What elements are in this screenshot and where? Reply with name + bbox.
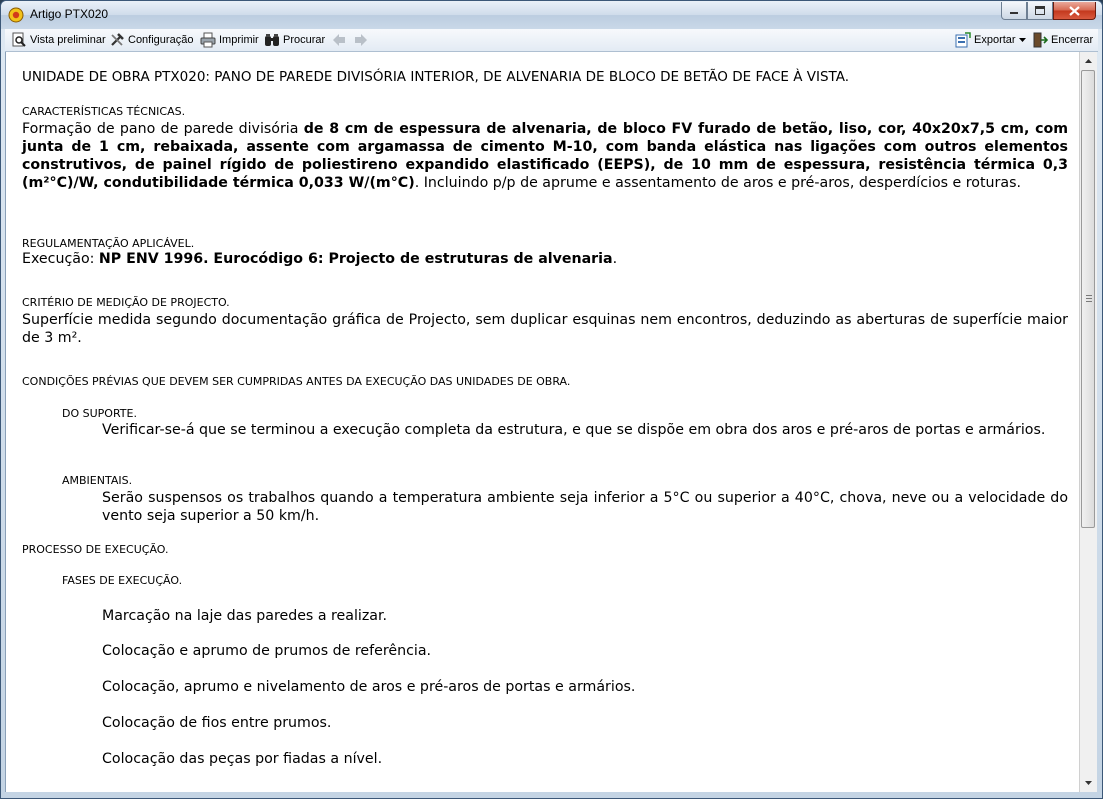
tech-text-1: Formação de pano de parede divisória (22, 121, 304, 137)
minimize-button[interactable] (1001, 2, 1027, 20)
list-item: Colocação das peças por fiadas a nível. (102, 751, 383, 767)
arrow-right-icon (353, 32, 369, 48)
subheading-ambient: AMBIENTAIS. (62, 474, 133, 487)
print-preview-icon (11, 32, 27, 48)
toolbar (5, 29, 1098, 52)
binoculars-icon (264, 32, 280, 48)
app-icon (8, 7, 24, 23)
tech-text-2: . Incluindo p/p de aprume e assentamento de aros e pré-aros, desperdícios e roturas. (414, 175, 1021, 191)
scroll-up-button[interactable] (1080, 52, 1097, 69)
forward-button[interactable] (353, 31, 369, 49)
ambient-paragraph: Serão suspensos os trabalhos quando a temperatura ambiente seja inferior a 5°C ou superior a 40°C, chova, neve ou a velocidade do vento seja superior a 50 km/h. (102, 490, 1068, 524)
list-item: Colocação e aprumo de prumos de referência. (102, 643, 432, 659)
printer-icon (200, 32, 216, 48)
close-icon (1069, 6, 1080, 16)
preview-button[interactable] (11, 31, 106, 49)
list-item: Colocação de fios entre prumos. (102, 715, 332, 731)
support-paragraph: Verificar-se-á que se terminou a execução completa da estrutura, e que se dispõe em obra dos aros e pré-aros de portas e armários. (102, 422, 1046, 438)
arrow-down-icon (1085, 781, 1092, 785)
print-button[interactable] (200, 31, 259, 49)
export-icon (955, 32, 971, 48)
export-button[interactable] (955, 31, 1026, 49)
tech-paragraph (22, 120, 1068, 192)
arrow-up-icon (1085, 59, 1092, 63)
close-window-button[interactable] (1053, 2, 1096, 20)
close-report-button[interactable] (1032, 31, 1093, 49)
reg-text-1: Execução: (22, 251, 99, 267)
arrow-left-icon (331, 32, 347, 48)
list-item: Colocação, aprumo e nivelamento de aros e pré-aros de portas e armários. (102, 679, 636, 695)
exit-door-icon (1032, 32, 1048, 48)
section-heading-tech: CARACTERÍSTICAS TÉCNICAS. (22, 105, 186, 118)
reg-paragraph (22, 250, 617, 268)
crit-paragraph: Superfície medida segundo documentação gráfica de Projecto, sem duplicar esquinas nem encontros, deduzindo as aberturas de superfície maior de 3 m². (22, 312, 1068, 346)
vertical-scrollbar[interactable] (1079, 52, 1097, 792)
print-label: Imprimir (219, 34, 259, 46)
scroll-down-button[interactable] (1080, 774, 1097, 791)
tech-text-bold: de 8 cm de espessura de alvenaria, de bloco FV furado de betão, liso, cor, 40x20x7,5 cm, com junta de 1 cm, rebaixada, assente com argamassa de cimento M-10, com banda elástica nas ligações com outros elementos construtivos, de painel rígido de poliestireno expandido elastificado (EEPS), de 10 mm de espessura, resistência térmica 0,3 (m²°C)/W, condutibilidade térmica 0,033 W/(m°C) (22, 121, 1069, 191)
reg-text-bold: NP ENV 1996. Eurocódigo 6: Projecto de estruturas de alvenaria (98, 251, 613, 267)
grip-icon (1086, 295, 1092, 302)
section-heading-proc: PROCESSO DE EXECUÇÃO. (22, 543, 169, 556)
preview-label: Vista preliminar (30, 34, 106, 46)
section-heading-cond: CONDIÇÕES PRÉVIAS QUE DEVEM SER CUMPRIDAS ANTES DA EXECUÇÃO DAS UNIDADES DE OBRA. (22, 375, 571, 388)
window-title: Artigo PTX020 (30, 7, 109, 21)
subheading-phases: FASES DE EXECUÇÃO. (62, 574, 183, 587)
config-label: Configuração (128, 34, 194, 46)
document-title: UNIDADE DE OBRA PTX020: PANO DE PAREDE DIVISÓRIA INTERIOR, DE ALVENARIA DE BLOCO DE BETÃO DE FACE À VISTA. (22, 69, 850, 85)
back-button[interactable] (331, 31, 347, 49)
export-label: Exportar (974, 34, 1016, 46)
scrollbar-thumb[interactable] (1081, 70, 1095, 528)
section-heading-reg: REGULAMENTAÇÃO APLICÁVEL. (22, 237, 195, 250)
reg-text-2: . (612, 251, 618, 267)
chevron-down-icon (1019, 38, 1026, 43)
document-view[interactable] (5, 52, 1080, 792)
tools-icon (109, 32, 125, 48)
list-item: Marcação na laje das paredes a realizar. (102, 608, 388, 624)
close-report-label: Encerrar (1051, 34, 1094, 46)
maximize-icon (1035, 6, 1045, 15)
subheading-support: DO SUPORTE. (62, 407, 137, 420)
search-label: Procurar (283, 34, 326, 46)
title-bar[interactable] (1, 1, 1102, 29)
maximize-button[interactable] (1027, 2, 1053, 20)
section-heading-crit: CRITÉRIO DE MEDIÇÃO DE PROJECTO. (22, 296, 230, 309)
config-button[interactable] (109, 31, 193, 49)
search-button[interactable] (264, 31, 325, 49)
minimize-icon (1009, 7, 1019, 15)
